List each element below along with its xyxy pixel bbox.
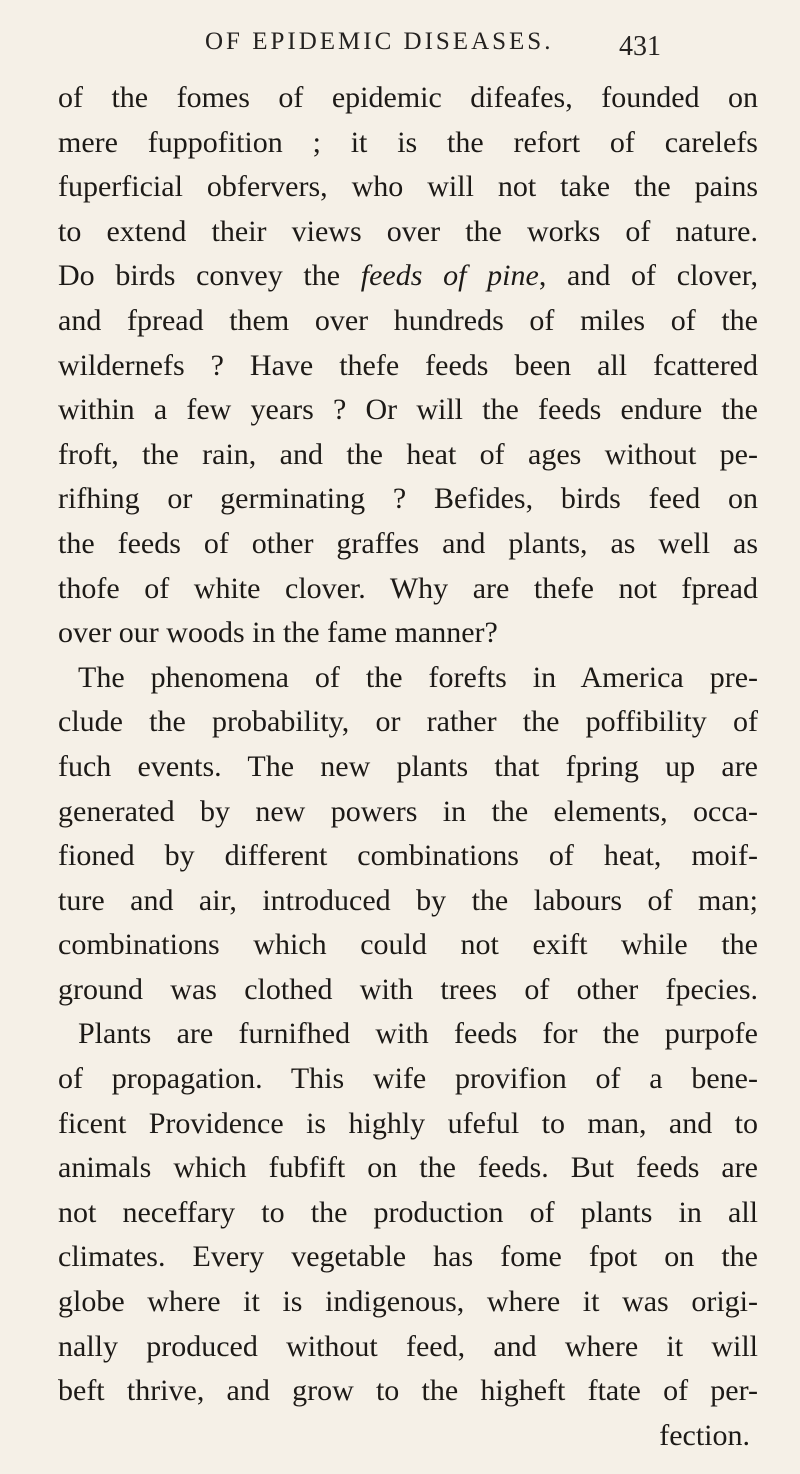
text-line: generated by new powers in the elements, occa- xyxy=(58,794,758,828)
text-line: beft thrive, and grow to the higheft ftate of per- xyxy=(58,1374,758,1408)
text-line: of the fomes of epidemic difeafes, founded on xyxy=(58,81,758,114)
text-line: ture and air, introduced by the labours of man; xyxy=(58,883,758,917)
text-line: within a few years ? Or will the feeds endure the xyxy=(58,393,758,427)
text-line: the feeds of other graffes and plants, as well as xyxy=(58,526,758,560)
text-line: The phenomena of the forefts in America pre- xyxy=(78,660,758,694)
text-line: fuperficial obfervers, who will not take the pains xyxy=(58,170,758,204)
text-line: mere fuppofition ; it is the refort of carelefs xyxy=(58,125,758,159)
running-head: OF EPIDEMIC DISEASES. xyxy=(205,28,554,55)
text-line: nally produced without feed, and where it will xyxy=(58,1329,758,1363)
text-line: Plants are furnifhed with feeds for the purpofe xyxy=(78,1017,758,1051)
text-line: rifhing or germinating ? Befides, birds feed on xyxy=(58,482,758,516)
text-line: of propagation. This wife provifion of a bene- xyxy=(58,1062,758,1096)
text-line: over our woods in the fame manner? xyxy=(58,616,498,650)
text-line: globe where it is indigenous, where it was origi- xyxy=(58,1285,758,1319)
text-line: fuch events. The new plants that fpring up are xyxy=(58,749,758,783)
page-header xyxy=(0,26,800,66)
text-line: fection. xyxy=(659,1418,750,1452)
text-line: animals which fubfift on the feeds. But feeds are xyxy=(58,1151,758,1185)
text-line: to extend their views over the works of nature. xyxy=(58,214,758,248)
text-line: ground was clothed with trees of other fpecies. xyxy=(58,972,758,1006)
text-line: thofe of white clover. Why are thefe not fpread xyxy=(58,571,758,605)
italic-phrase: feeds of pine xyxy=(360,259,539,293)
text-line: ficent Providence is highly ufeful to man, and to xyxy=(58,1106,758,1140)
text-line: not neceffary to the production of plants in all xyxy=(58,1195,758,1229)
text-line: climates. Every vegetable has fome fpot on the xyxy=(58,1240,758,1274)
text-line xyxy=(58,254,758,299)
text-segment: , and of clover, xyxy=(538,259,759,293)
text-segment: Do birds convey the xyxy=(58,259,361,293)
body-text xyxy=(58,76,758,1458)
text-line: and fpread them over hundreds of miles of the xyxy=(58,303,758,337)
page-number: 431 xyxy=(619,31,661,62)
text-line: wildernefs ? Have thefe feeds been all fcattered xyxy=(58,348,758,382)
text-line: combinations which could not exift while the xyxy=(58,928,758,962)
text-line: clude the probability, or rather the poffibility of xyxy=(58,705,758,739)
text-line: fioned by different combinations of heat, moif- xyxy=(58,839,758,873)
text-line: froft, the rain, and the heat of ages without pe- xyxy=(58,437,758,471)
